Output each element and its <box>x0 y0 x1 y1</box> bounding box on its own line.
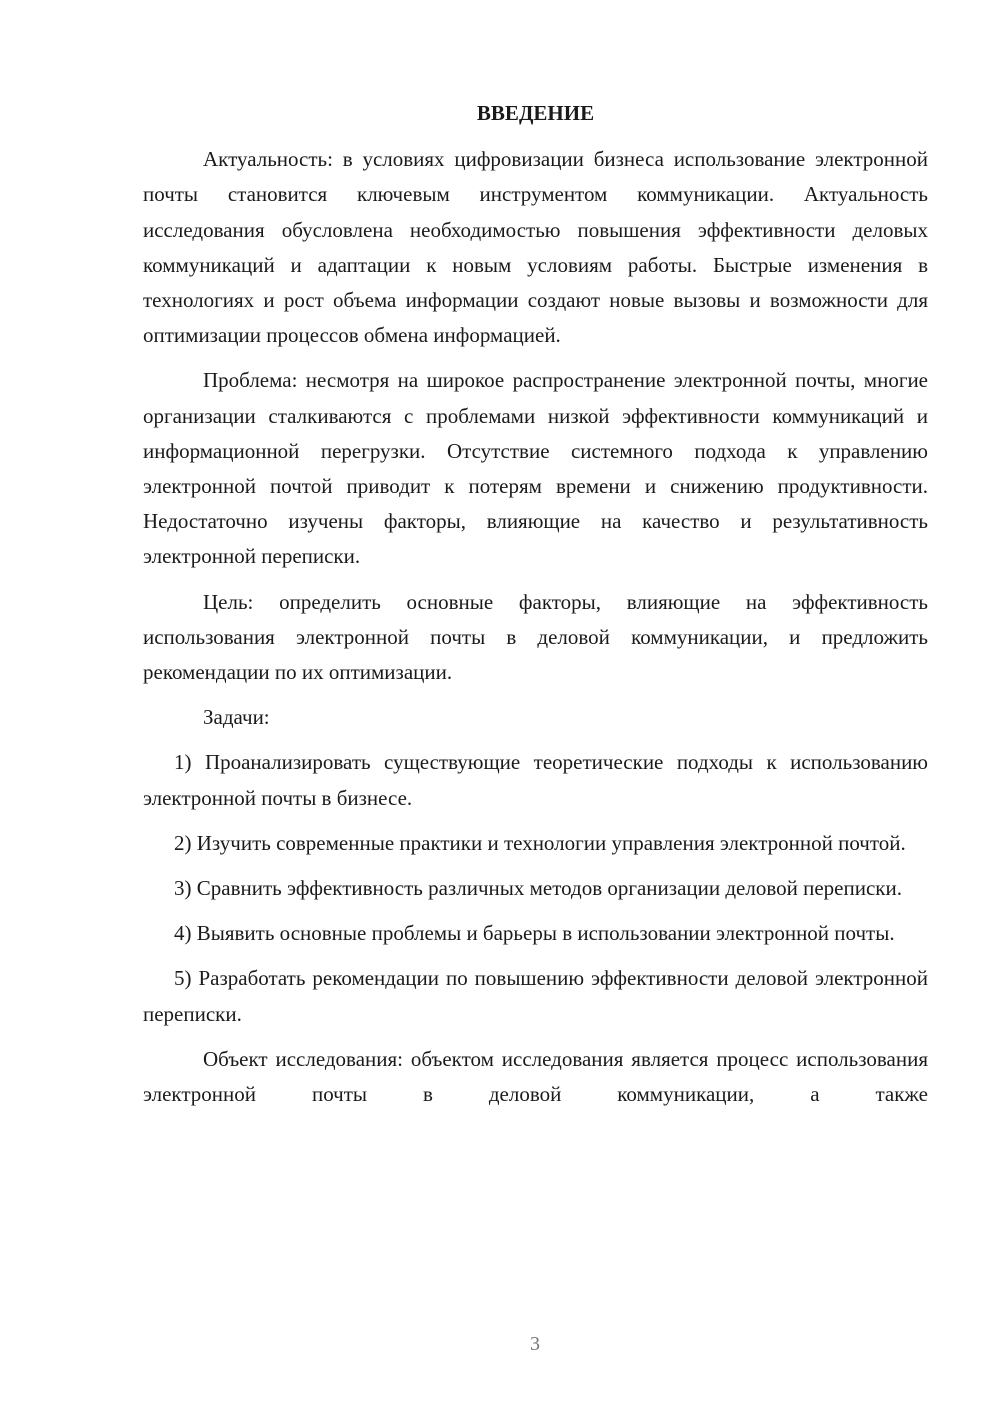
task-item-5: 5) Разработать рекомендации по повышению эффективности деловой электронной переписки. <box>143 966 928 1026</box>
page-content <box>143 96 928 1122</box>
problem-paragraph: Проблема: несмотря на широкое распространение электронной почты, многие организации сталкиваются с проблемами низкой эффективности коммуникаций и информационной перегрузки. Отсутствие системного подхода к управлению электронной почтой приводит к потерям времени и снижению продуктивности. Недостаточно изучены факторы, влияющие на качество и результативность электронной переписки. <box>143 368 928 569</box>
goal-paragraph: Цель: определить основные факторы, влияющие на эффективность использования электронной почты в деловой коммуникации, и предложить рекомендации по их оптимизации. <box>143 589 928 685</box>
task-item-3: 3) Сравнить эффективность различных методов организации деловой переписки. <box>174 876 902 901</box>
task-item-2: 2) Изучить современные практики и технологии управления электронной почтой. <box>174 830 906 855</box>
task-item-4: 4) Выявить основные проблемы и барьеры в использовании электронной почты. <box>174 921 895 946</box>
page-number: 3 <box>530 1333 540 1355</box>
relevance-paragraph: Актуальность: в условиях цифровизации бизнеса использование электронной почты становится ключевым инструментом коммуникации. Актуальность исследования обусловлена необходимостью повышения эффективности деловых коммуникаций и адаптации к новым условиям работы. Быстрые изменения в технологиях и рост объема информации создают новые вызовы и возможности для оптимизации процессов обмена информацией. <box>143 147 928 348</box>
object-paragraph: Объект исследования: объектом исследования является процесс использования электронной почты в деловой коммуникации, а также <box>143 1046 928 1107</box>
tasks-label: Задачи: <box>203 705 270 730</box>
section-heading: ВВЕДЕНИЕ <box>476 101 595 125</box>
task-item-1: 1) Проанализировать существующие теоретические подходы к использованию электронной почты в бизнесе. <box>143 750 928 810</box>
